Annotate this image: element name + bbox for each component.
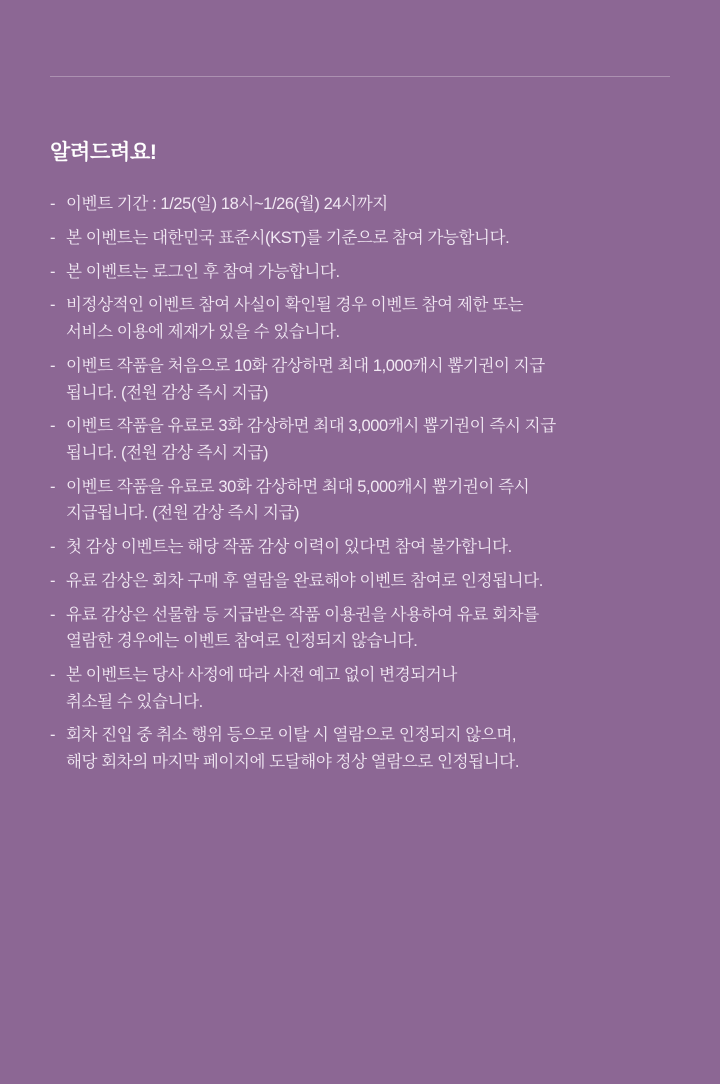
list-item: - 이벤트 작품을 유료로 3화 감상하면 최대 3,000캐시 뽑기권이 즉시 지급 됩니다. (전원 감상 즉시 지급) <box>50 413 678 466</box>
list-item: - 유료 감상은 회차 구매 후 열람을 완료해야 이벤트 참여로 인정됩니다. <box>50 568 678 595</box>
list-item: - 첫 감상 이벤트는 해당 작품 감상 이력이 있다면 참여 불가합니다. <box>50 534 678 561</box>
notice-list <box>50 191 678 776</box>
notice-section <box>50 140 678 783</box>
page-title: 알려드려요! <box>50 141 157 164</box>
list-item: - 본 이벤트는 대한민국 표준시(KST)를 기준으로 참여 가능합니다. <box>50 225 678 252</box>
list-item: - 본 이벤트는 로그인 후 참여 가능합니다. <box>50 259 678 286</box>
list-item: - 본 이벤트는 당사 사정에 따라 사전 예고 없이 변경되거나 취소될 수 있습니다. <box>50 662 678 715</box>
list-item: - 유료 감상은 선물함 등 지급받은 작품 이용권을 사용하여 유료 회차를 열람한 경우에는 이벤트 참여로 인정되지 않습니다. <box>50 602 678 655</box>
list-item: - 이벤트 작품을 유료로 30화 감상하면 최대 5,000캐시 뽑기권이 즉시 지급됩니다. (전원 감상 즉시 지급) <box>50 474 678 527</box>
list-item: - 이벤트 기간 : 1/25(일) 18시~1/26(월) 24시까지 <box>50 191 678 218</box>
list-item: - 이벤트 작품을 처음으로 10화 감상하면 최대 1,000캐시 뽑기권이 지급 됩니다. (전원 감상 즉시 지급) <box>50 353 678 406</box>
top-divider <box>50 76 670 77</box>
list-item: - 회차 진입 중 취소 행위 등으로 이탈 시 열람으로 인정되지 않으며, 해당 회차의 마지막 페이지에 도달해야 정상 열람으로 인정됩니다. <box>50 722 678 775</box>
list-item: - 비정상적인 이벤트 참여 사실이 확인될 경우 이벤트 참여 제한 또는 서비스 이용에 제재가 있을 수 있습니다. <box>50 292 678 345</box>
